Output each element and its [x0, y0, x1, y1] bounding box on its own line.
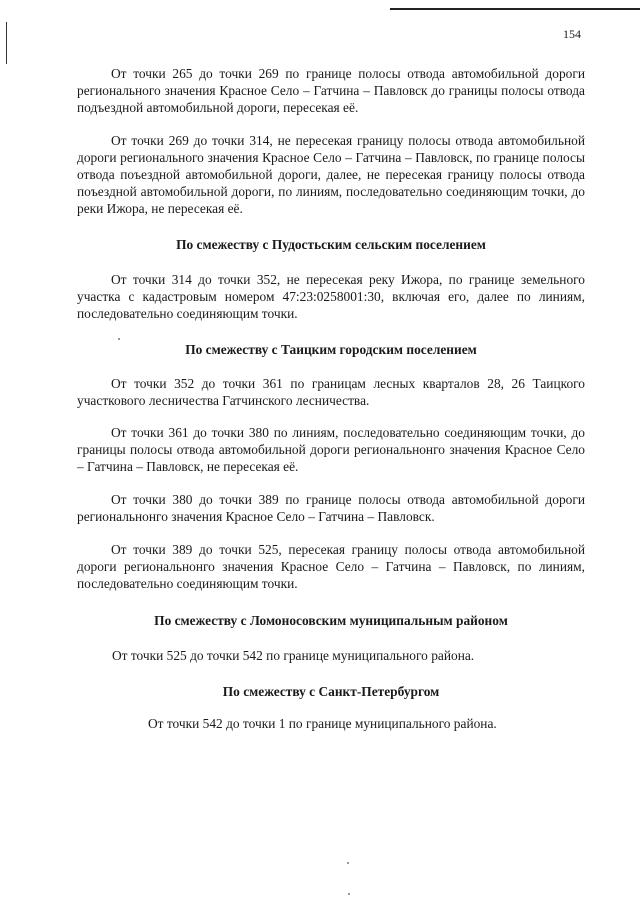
paragraph-269-314: От точки 269 до точки 314, не пересекая границу полосы отвода автомобильной дороги регионального значения Красное Село – Гатчина – Павловск, по границе полосы отвода поъездной автомобильной дороги, далее, не пересекая границу полосы отвода поъездной автомобильной дороги, по линиям, последовательно соединяющим точки, до реки Ижора, не пересекая её. [77, 133, 585, 216]
scan-speck [347, 862, 349, 864]
heading-taitskoe: По смежеству с Таицким городским поселением [185, 342, 477, 357]
paragraph-314-352: От точки 314 до точки 352, не пересекая реку Ижора, по границе земельного участка с кадастровым номером 47:23:0258001:30, включая его, далее по линиям, последовательно соединяющим точки. [77, 272, 585, 321]
scan-border-line [390, 8, 640, 10]
scan-margin-mark [6, 22, 7, 64]
page-number: 154 [563, 27, 581, 41]
scan-speck [118, 338, 120, 340]
paragraph-542-1: От точки 542 до точки 1 по границе муниципального района. [148, 716, 497, 731]
heading-pudostskoe: По смежеству с Пудостьским сельским поселением [176, 237, 486, 252]
heading-saint-petersburg: По смежеству с Санкт-Петербургом [222, 684, 440, 699]
paragraph-352-361: От точки 352 до точки 361 по границам лесных кварталов 28, 26 Таицкого участкового лесничества Гатчинского лесничества. [77, 376, 585, 408]
heading-lomonosovsky: По смежеству с Ломоносовским муниципальным районом [154, 613, 508, 628]
paragraph-265-269: От точки 265 до точки 269 по границе полосы отвода автомобильной дороги регионального значения Красное Село – Гатчина – Павловск до границы полосы отвода подъездной автомобильной дороги, пересекая её. [77, 66, 585, 115]
paragraph-361-380: От точки 361 до точки 380 по линиям, последовательно соединяющим точки, до границы полосы отвода автомобильной дороги региональнонго значения Красное Село – Гатчина – Павловск, не пересекая её. [77, 425, 585, 474]
paragraph-389-525: От точки 389 до точки 525, пересекая границу полосы отвода автомобильной дороги региональнонго значения Красное Село – Гатчина – Павловск, по линиям, последовательно соединяющим точки. [77, 542, 585, 591]
paragraph-525-542: От точки 525 до точки 542 по границе муниципального района. [112, 648, 475, 663]
paragraph-380-389: От точки 380 до точки 389 по границе полосы отвода автомобильной дороги региональнонго значения Красное Село – Гатчина – Павловск. [77, 492, 585, 524]
scan-speck [348, 893, 350, 895]
